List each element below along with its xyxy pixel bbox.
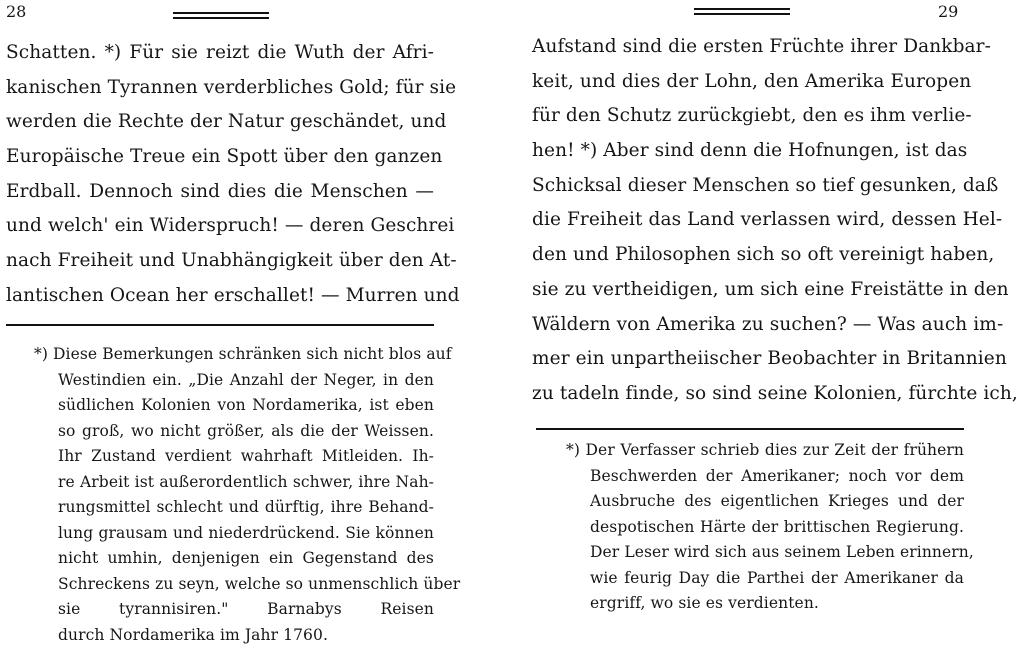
footnote-line: so groß, wo nicht größer, als die der Weissen.	[58, 421, 434, 440]
text-line: Erdball. Dennoch sind dies die Menschen —	[6, 180, 434, 202]
footnote-line: sie tyrannisiren." Barnabys Reisen	[58, 600, 434, 618]
text-line: Schicksal dieser Menschen so tief gesunken, daß	[532, 174, 999, 196]
page-number: 29	[938, 2, 959, 21]
header-ornament-rule	[173, 12, 269, 19]
text-line: Wäldern von Amerika zu suchen? — Was auch im-	[532, 313, 1004, 335]
left-page	[0, 0, 490, 655]
text-line: werden die Rechte der Natur geschändet, und	[6, 111, 447, 133]
text-line: keit, und dies der Lohn, den Amerika Europen	[532, 70, 972, 92]
right-page	[490, 0, 1018, 655]
footnote-line: Schreckens zu seyn, welche so unmenschlich über	[58, 574, 461, 593]
body-text	[6, 36, 460, 314]
text-line: nach Freiheit und Unabhängigkeit über den At-	[6, 250, 457, 272]
text-line: Aufstand sind die ersten Früchte ihrer Dankbar-	[532, 36, 991, 57]
footnote-line: lung grausam und niederdrückend. Sie können	[58, 523, 434, 542]
footnote-line: wie feurig Day die Parthei der Amerikaner da	[590, 568, 964, 587]
text-line: den und Philosophen sich so oft vereinigt haben,	[532, 244, 995, 266]
footnote-line: Beschwerden der Amerikaner; noch vor dem	[590, 466, 964, 485]
footnote-line: Ihr Zustand verdient wahrhaft Mitleiden. Ih-	[58, 447, 434, 465]
footnote-separator	[536, 428, 964, 430]
body-text	[532, 30, 1018, 412]
text-line: lantischen Ocean her erschallet! — Murren und	[6, 284, 460, 306]
page-number: 28	[6, 2, 27, 21]
text-line: Europäische Treue ein Spott über den ganzen	[6, 146, 443, 168]
footnote-line: durch Nordamerika im Jahr 1760.	[58, 625, 328, 644]
footnote-separator	[6, 324, 434, 326]
text-line: sie zu vertheidigen, um sich eine Freistätte in den	[532, 278, 1009, 300]
footnote-line: südlichen Kolonien von Nordamerika, ist eben	[58, 396, 434, 414]
footnote-line: *) Diese Bemerkungen schränken sich nicht blos auf	[34, 345, 452, 363]
footnote-line: *) Der Verfasser schrieb dies zur Zeit der frühern	[566, 441, 964, 459]
footnote-line: re Arbeit ist außerordentlich schwer, ihre Nah-	[58, 472, 434, 491]
text-line: für den Schutz zurückgiebt, den es ihm verlie-	[532, 105, 972, 127]
footnote	[566, 438, 974, 617]
footnote-line: Der Leser wird sich aus seinem Leben erinnern,	[590, 543, 974, 561]
text-line: Schatten. *) Für sie reizt die Wuth der Afri-	[6, 42, 434, 63]
footnote-line: nicht umhin, denjenigen ein Gegenstand des	[58, 549, 434, 567]
header-ornament-rule	[694, 8, 790, 15]
text-line: hen! *) Aber sind denn die Hofnungen, ist das	[532, 140, 968, 162]
footnote-line: Westindien ein. „Die Anzahl der Neger, in den	[58, 370, 434, 389]
footnote-line: Ausbruche des eigentlichen Krieges und der	[590, 492, 964, 510]
text-line: mer ein unpartheiischer Beobachter in Britannien	[532, 348, 1007, 370]
text-line: die Freiheit das Land verlassen wird, dessen Hel-	[532, 209, 1003, 231]
footnote-line: despotischen Härte der brittischen Regierung.	[590, 517, 964, 536]
footnote-line: rungsmittel schlecht und dürftig, ihre Behand-	[58, 498, 434, 516]
text-line: und welch' ein Widerspruch! — deren Geschrei	[6, 215, 455, 237]
footnote-line: ergriff, wo sie es verdienten.	[590, 594, 819, 612]
text-line: zu tadeln finde, so sind seine Kolonien, fürchte ich,	[532, 382, 1018, 404]
footnote	[34, 342, 461, 648]
text-line: kanischen Tyrannen verderbliches Gold; für sie	[6, 76, 457, 98]
